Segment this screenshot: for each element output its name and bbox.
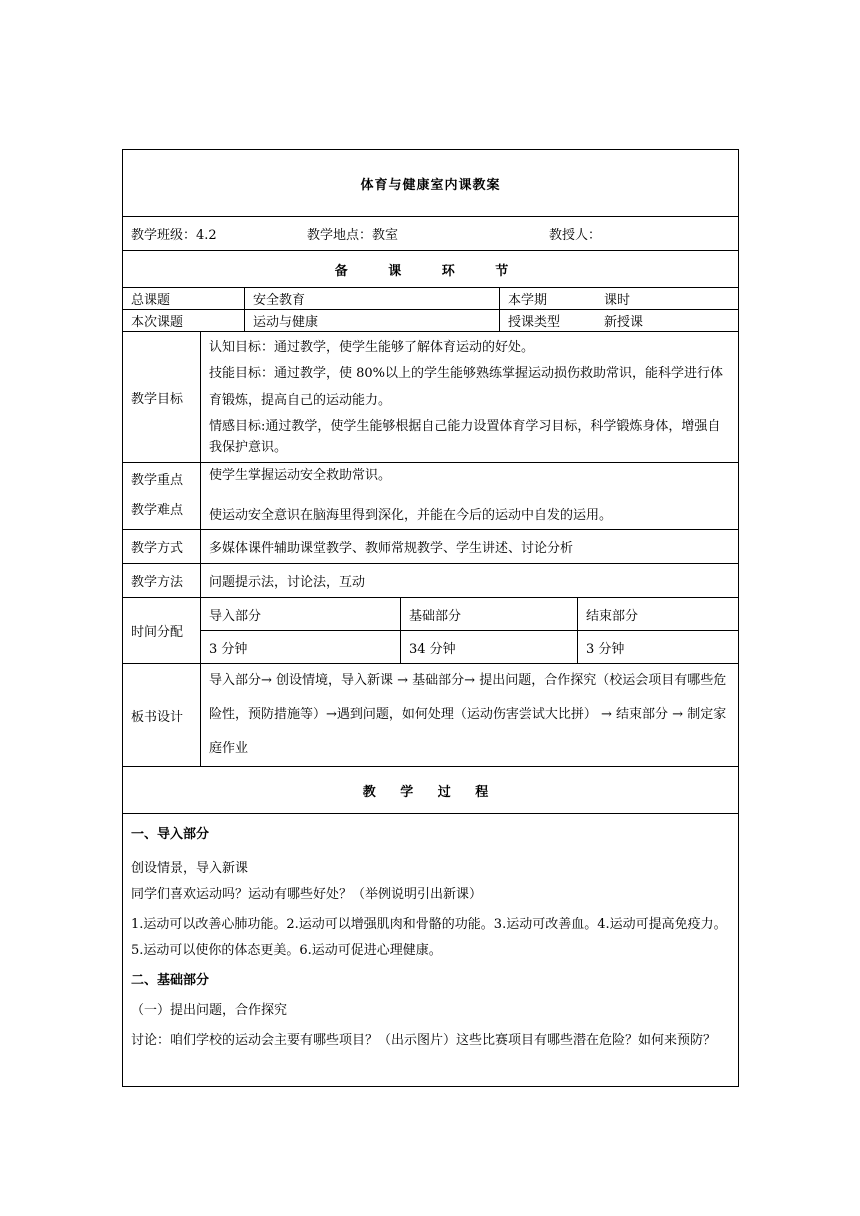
type-cell: [500, 310, 739, 332]
type-value: 新授课: [604, 315, 644, 330]
time-label: 时间分配: [123, 598, 201, 664]
teacher-info: 教授人：: [549, 228, 602, 243]
time-intro-header: 导入部分: [201, 598, 401, 631]
lesson-plan-sheet: [122, 149, 738, 1087]
prep-section-header: 备 课 环 节: [123, 251, 739, 288]
mode-value: 多媒体课件辅助课堂教学、教师常规教学、学生讲述、讨论分析: [201, 530, 739, 564]
semester-label: 本学期: [508, 293, 548, 308]
process-section-header: 教 学 过 程: [123, 767, 739, 814]
location-info: 教学地点：教室: [307, 228, 399, 243]
key-content: [201, 463, 739, 530]
goal-emotion: 情感目标:通过教学，使学生能够根据自己能力设置体育学习目标，科学锻炼身体，增强自我保护意识。: [209, 418, 721, 455]
intro-para-1: 创设情景，导入新课: [131, 861, 249, 876]
lesson-value: 运动与健康: [245, 310, 500, 332]
board-label: 板书设计: [123, 664, 201, 767]
time-intro-value: 3 分钟: [201, 631, 401, 664]
intro-para-2: 同学们喜欢运动吗？运动有哪些好处？（举例说明引出新课）: [131, 887, 483, 902]
board-value: 导入部分→ 创设情境，导入新课 → 基础部分→ 提出问题，合作探究（校运会项目有哪些危险性，预防措施等）→遇到问题，如何处理（运动伤害尝试大比拼） → 结束部分 → 制定家庭作业: [201, 664, 739, 767]
key-point: 使学生掌握运动安全救助常识。: [209, 468, 392, 483]
page-title: 体育与健康室内课教案: [123, 150, 739, 217]
key-difficulty: 使运动安全意识在脑海里得到深化，并能在今后的运动中自发的运用。: [209, 508, 613, 523]
basic-para-1: （一）提出问题，合作探究: [131, 1003, 288, 1018]
time-basic-header: 基础部分: [401, 598, 578, 631]
topic-value: 安全教育: [245, 288, 500, 310]
time-end-header: 结束部分: [578, 598, 739, 631]
topic-label: 总课题: [123, 288, 245, 310]
basic-section-title: 二、基础部分: [131, 973, 210, 988]
key-labels: [123, 463, 201, 530]
goal-skill: 技能目标：通过教学，使 80%以上的学生能够熟练掌握运动损伤救助常识，能科学进行体育锻炼，提高自己的运动能力。: [209, 365, 724, 408]
intro-section-title: 一、导入部分: [131, 827, 210, 842]
time-end-value: 3 分钟: [578, 631, 739, 664]
key-point-label: 教学重点: [131, 473, 184, 488]
lesson-plan-table: [122, 149, 739, 1087]
goals-content: [201, 332, 739, 463]
key-difficulty-label: 教学难点: [131, 503, 184, 518]
basic-para-2: 讨论：咱们学校的运动会主要有哪些项目？（出示图片）这些比赛项目有哪些潜在危险？如何来预防？: [131, 1033, 717, 1048]
class-info: 教学班级：4.2: [131, 228, 217, 243]
type-label: 授课类型: [508, 315, 561, 330]
process-content: [123, 814, 739, 1087]
method-label: 教学方法: [123, 564, 201, 598]
meta-row: [123, 217, 739, 251]
time-basic-value: 34 分钟: [401, 631, 578, 664]
semester-value: 课时: [604, 293, 631, 308]
goal-cognitive: 认知目标：通过教学，使学生能够了解体育运动的好处。: [209, 339, 535, 355]
intro-para-3: 1.运动可以改善心肺功能。2.运动可以增强肌肉和骨骼的功能。3.运动可改善血。4.运动可提高免疫力。5.运动可以使你的体态更美。6.运动可促进心理健康。: [131, 917, 727, 958]
goals-label: 教学目标: [123, 332, 201, 463]
semester-cell: [500, 288, 739, 310]
method-value: 问题提示法，讨论法，互动: [201, 564, 739, 598]
lesson-label: 本次课题: [123, 310, 245, 332]
mode-label: 教学方式: [123, 530, 201, 564]
